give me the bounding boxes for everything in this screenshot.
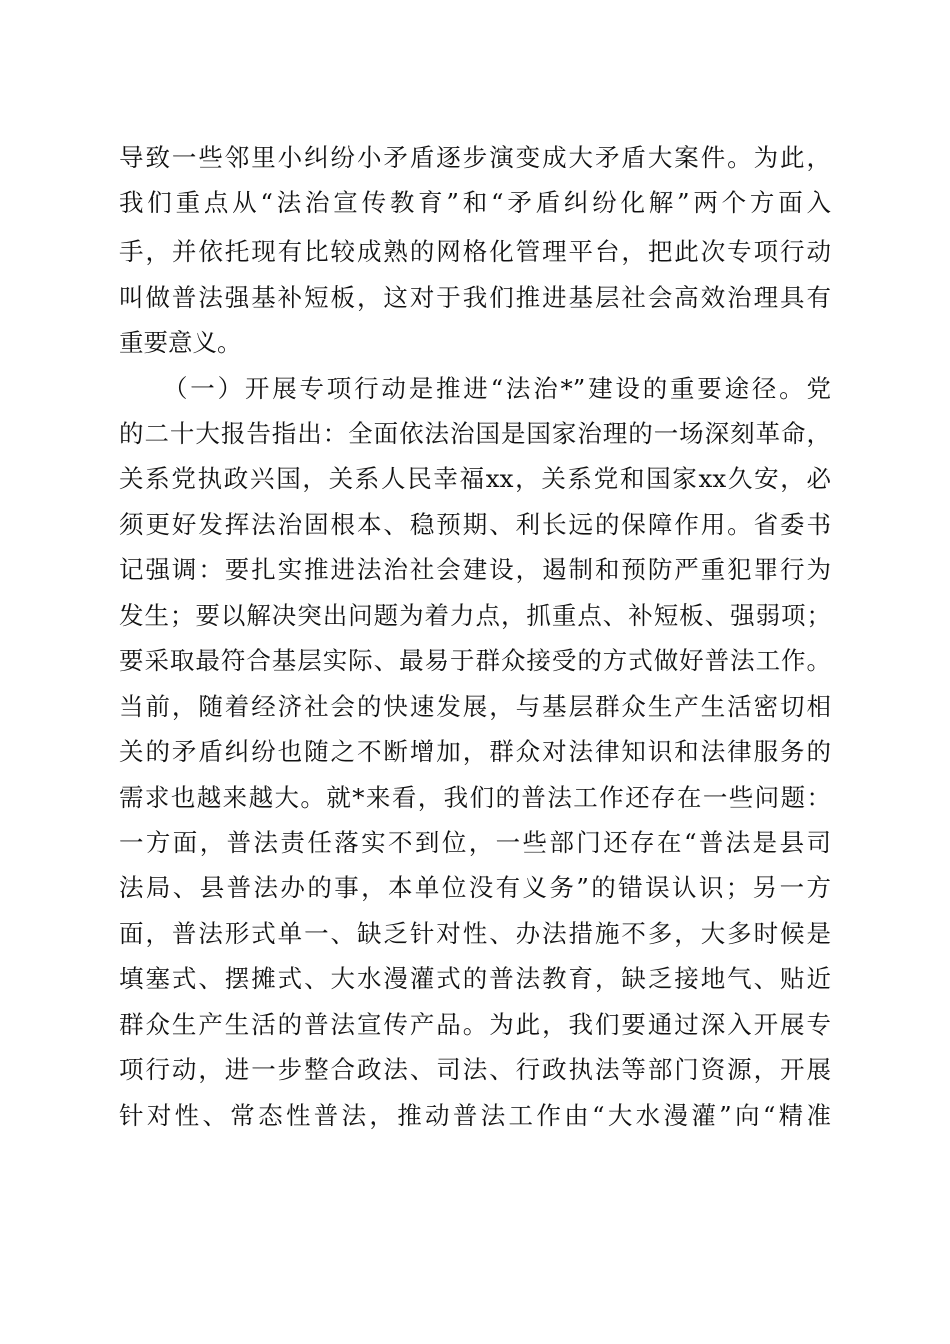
text-line: 我们重点从“法治宣传教育”和“矛盾纠纷化解”两个方面入 (119, 188, 831, 217)
text-line: 关系党执政兴国，关系人民幸福xx，关系党和国家xx久安，必 (119, 464, 831, 493)
text-line: 导致一些邻里小纠纷小矛盾逐步演变成大矛盾大案件。为此， (119, 143, 831, 172)
text-line: 记强调：要扎实推进法治社会建设，遏制和预防严重犯罪行为 (119, 555, 831, 584)
text-line: 重要意义。 (119, 328, 242, 357)
text-line: 群众生产生活的普法宣传产品。为此，我们要通过深入开展专 (119, 1010, 831, 1039)
text-line: 法局、县普法办的事，本单位没有义务”的错误认识；另一方 (119, 873, 831, 902)
text-line: 填塞式、摆摊式、大水漫灌式的普法教育，缺乏接地气、贴近 (119, 964, 831, 993)
text-line: 需求也越来越大。就*来看，我们的普法工作还存在一些问题： (119, 783, 831, 812)
section-heading-line: （一）开展专项行动是推进“法治*”建设的重要途径。党 (163, 374, 831, 403)
text-line: 针对性、常态性普法，推动普法工作由“大水漫灌”向“精准 (119, 1101, 831, 1130)
text-line: 要采取最符合基层实际、最易于群众接受的方式做好普法工作。 (119, 646, 831, 675)
text-line: 关的矛盾纠纷也随之不断增加，群众对法律知识和法律服务的 (119, 737, 831, 766)
text-line: 一方面，普法责任落实不到位，一些部门还存在“普法是县司 (119, 828, 831, 857)
text-line: 发生；要以解决突出问题为着力点，抓重点、补短板、强弱项； (119, 601, 831, 630)
text-line: 面，普法形式单一、缺乏针对性、办法措施不多，大多时候是 (119, 919, 831, 948)
text-line: 叫做普法强基补短板，这对于我们推进基层社会高效治理具有 (119, 283, 831, 312)
text-line: 手，并依托现有比较成熟的网格化管理平台，把此次专项行动 (119, 237, 831, 266)
text-line: 的二十大报告指出：全面依法治国是国家治理的一场深刻革命， (119, 419, 831, 448)
text-line: 当前，随着经济社会的快速发展，与基层群众生产生活密切相 (119, 692, 831, 721)
text-line: 须更好发挥法治固根本、稳预期、利长远的保障作用。省委书 (119, 510, 831, 539)
text-line: 项行动，进一步整合政法、司法、行政执法等部门资源，开展 (119, 1055, 831, 1084)
